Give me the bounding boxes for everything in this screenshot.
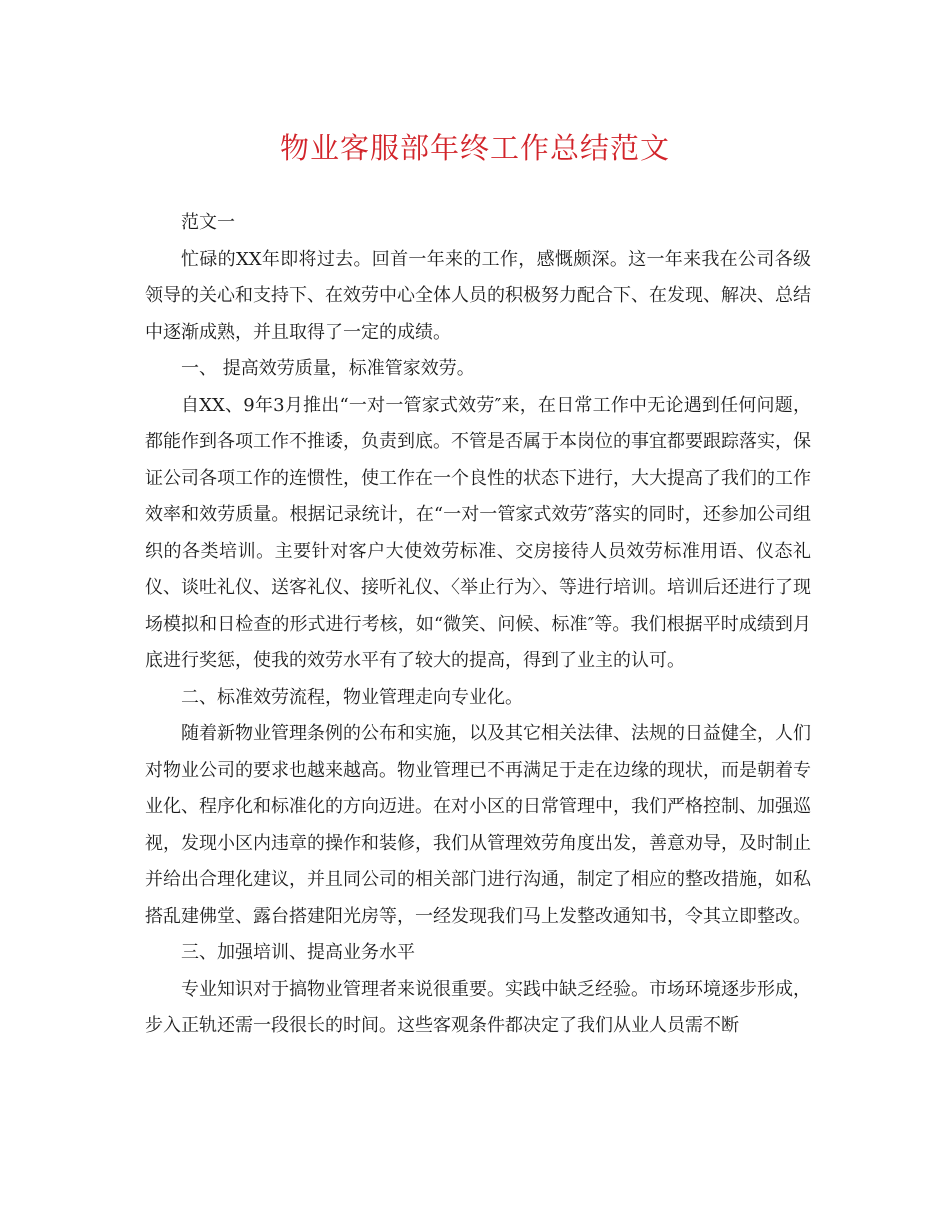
document-title: 物业客服部年终工作总结范文 (279, 131, 670, 165)
paragraph: 范文一 (181, 212, 235, 233)
document-body (145, 205, 811, 1045)
paragraph: 专业知识对于搞物业管理者来说很重要。实践中缺乏经验。市场环境逐步形成，步入正轨还需一段很长的时间。这些客观条件都决定了我们从业人员需不断 (145, 978, 811, 1036)
paragraph: 随着新物业管理条例的公布和实施，以及其它相关法律、法规的日益健全，人们对物业公司的要求也越来越高。物业管理已不再满足于走在边缘的现状，而是朝着专业化、程序化和标准化的方向迈进。在对小区的日常管理中，我们严格控制、加强巡视，发现小区内违章的操作和装修，我们从管理效劳角度出发，善意劝导，及时制止并给出合理化建议，并且同公司的相关部门进行沟通，制定了相应的整改措施，如私搭乱建佛堂、露台搭建阳光房等，一经发现我们马上发整改通知书，令其立即整改。 (145, 723, 811, 927)
section-heading: 二、标准效劳流程，物业管理走向专业化。 (181, 686, 523, 708)
paragraph: 忙碌的XX年即将过去。回首一年来的工作，感慨颇深。这一年来我在公司各级领导的关心和支持下、在效劳中心全体人员的积极努力配合下、在发现、解决、总结中逐渐成熟，并且取得了一定的成绩。 (145, 248, 811, 343)
paragraph: 自XX、9年3月推出“一对一管家式效劳″来，在日常工作中无论遇到任何问题，都能作到各项工作不推诿，负责到底。不管是否属于本岗位的事宜都要跟踪落实，保证公司各项工作的连惯性，使工作在一个良性的状态下进行，大大提高了我们的工作效率和效劳质量。根据记录统计，在“一对一管家式效劳″落实的同时，还参加公司组织的各类培训。主要针对客户大使效劳标准、交房接待人员效劳标准用语、仪态礼仪、谈吐礼仪、送客礼仪、接听礼仪、〈举止行为〉、等进行培训。培训后还进行了现场模拟和日检查的形式进行考核，如“微笑、问候、标准″等。我们根据平时成绩到月底进行奖惩，使我的效劳水平有了较大的提高，得到了业主的认可。 (145, 394, 811, 671)
section-heading: 一、 提高效劳质量，标准管家效劳。 (181, 358, 475, 379)
section-heading: 三、加强培训、提高业务水平 (181, 942, 415, 963)
